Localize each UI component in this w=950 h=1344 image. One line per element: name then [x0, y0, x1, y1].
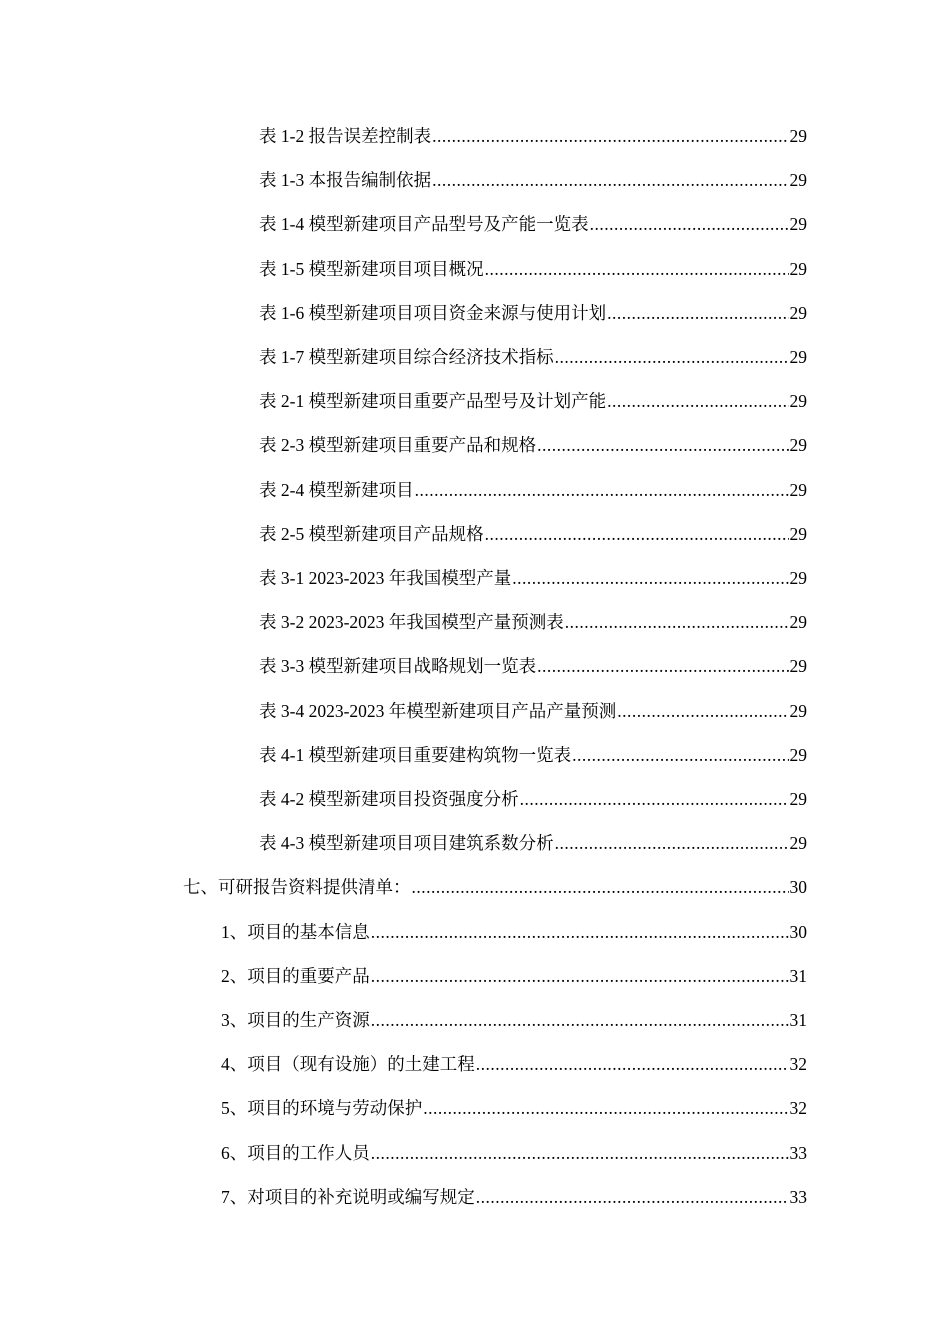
- toc-entry[interactable]: [259, 609, 807, 635]
- toc-page-number: 29: [789, 656, 807, 676]
- toc-entry[interactable]: [259, 211, 807, 237]
- toc-entry-label: 七、可研报告资料提供清单：: [183, 877, 411, 897]
- toc-page-number: 32: [789, 1054, 807, 1074]
- toc-dot-leader: [371, 1007, 789, 1033]
- toc-dot-leader: [412, 874, 789, 900]
- toc-dot-leader: [432, 123, 788, 149]
- toc-dot-leader: [432, 167, 788, 193]
- toc-dot-leader: [476, 1051, 789, 1077]
- toc-entry[interactable]: [221, 1051, 807, 1077]
- toc-dot-leader: [423, 1095, 788, 1121]
- toc-entry-label: 2、项目的重要产品: [221, 966, 370, 986]
- toc-page-number: 33: [789, 1143, 807, 1163]
- toc-entry-label: 3、项目的生产资源: [221, 1010, 370, 1030]
- toc-entry[interactable]: [259, 521, 807, 547]
- toc-page-number: 33: [789, 1187, 807, 1207]
- toc-entry[interactable]: [183, 874, 807, 900]
- toc-page-number: 29: [789, 170, 807, 190]
- toc-entry-label: 表 1-7 模型新建项目综合经济技术指标: [259, 347, 554, 367]
- toc-entry-label: 表 3-2 2023-2023 年我国模型产量预测表: [259, 612, 564, 632]
- toc-entry-label: 表 3-4 2023-2023 年模型新建项目产品产量预测: [259, 701, 617, 721]
- toc-entry[interactable]: [259, 432, 807, 458]
- toc-page-number: 29: [789, 524, 807, 544]
- toc-dot-leader: [476, 1184, 789, 1210]
- toc-dot-leader: [512, 565, 788, 591]
- toc-page-number: 31: [789, 1010, 807, 1030]
- toc-entry-label: 表 1-4 模型新建项目产品型号及产能一览表: [259, 214, 589, 234]
- toc-entry-label: 表 3-3 模型新建项目战略规划一览表: [259, 656, 537, 676]
- toc-entry[interactable]: [259, 786, 807, 812]
- toc-page-number: 29: [789, 745, 807, 765]
- toc-page-number: 29: [789, 214, 807, 234]
- toc-page-number: 29: [789, 568, 807, 588]
- toc-entry[interactable]: [221, 1140, 807, 1166]
- toc-dot-leader: [415, 477, 789, 503]
- toc-entry-label: 表 2-4 模型新建项目: [259, 480, 414, 500]
- toc-entry[interactable]: [221, 1184, 807, 1210]
- toc-dot-leader: [590, 211, 789, 237]
- toc-dot-leader: [537, 653, 788, 679]
- toc-dot-leader: [485, 256, 789, 282]
- toc-entry[interactable]: [221, 919, 807, 945]
- toc-entry[interactable]: [259, 300, 807, 326]
- toc-entry-label: 5、项目的环境与劳动保护: [221, 1098, 423, 1118]
- toc-page-number: 29: [789, 303, 807, 323]
- toc-dot-leader: [607, 388, 788, 414]
- toc-page-number: 29: [789, 259, 807, 279]
- toc-entry-label: 表 4-3 模型新建项目项目建筑系数分析: [259, 833, 554, 853]
- toc-entry[interactable]: [221, 1095, 807, 1121]
- toc-entry-label: 表 1-2 报告误差控制表: [259, 126, 432, 146]
- toc-page-number: 30: [789, 922, 807, 942]
- toc-page-number: 29: [789, 126, 807, 146]
- toc-entry[interactable]: [259, 653, 807, 679]
- toc-entry[interactable]: [259, 565, 807, 591]
- toc-dot-leader: [371, 963, 789, 989]
- toc-page-number: 29: [789, 612, 807, 632]
- toc-page-number: 30: [789, 877, 807, 897]
- toc-entry-label: 1、项目的基本信息: [221, 922, 370, 942]
- toc-dot-leader: [371, 919, 789, 945]
- toc-entry-label: 表 2-5 模型新建项目产品规格: [259, 524, 484, 544]
- toc-entry-label: 表 1-5 模型新建项目项目概况: [259, 259, 484, 279]
- toc-entry[interactable]: [259, 830, 807, 856]
- toc-entry-label: 表 2-3 模型新建项目重要产品和规格: [259, 435, 537, 455]
- toc-entry-label: 4、项目（现有设施）的土建工程: [221, 1054, 475, 1074]
- toc-entry[interactable]: [259, 167, 807, 193]
- toc-page-number: 29: [789, 833, 807, 853]
- toc-entry[interactable]: [221, 1007, 807, 1033]
- toc-page-number: 29: [789, 391, 807, 411]
- toc-dot-leader: [607, 300, 788, 326]
- toc-entry-label: 6、项目的工作人员: [221, 1143, 370, 1163]
- toc-page-number: 31: [789, 966, 807, 986]
- toc-entry[interactable]: [259, 388, 807, 414]
- toc-entry[interactable]: [259, 344, 807, 370]
- toc-dot-leader: [371, 1140, 789, 1166]
- toc-dot-leader: [520, 786, 789, 812]
- toc-entry-label: 7、对项目的补充说明或编写规定: [221, 1187, 475, 1207]
- toc-page-number: 29: [789, 435, 807, 455]
- toc-entry[interactable]: [259, 256, 807, 282]
- toc-entry-label: 表 4-2 模型新建项目投资强度分析: [259, 789, 519, 809]
- toc-entry[interactable]: [259, 742, 807, 768]
- toc-page-number: 29: [789, 347, 807, 367]
- toc-dot-leader: [617, 698, 788, 724]
- toc-entry-label: 表 3-1 2023-2023 年我国模型产量: [259, 568, 512, 588]
- toc-page-number: 29: [789, 480, 807, 500]
- toc-dot-leader: [537, 432, 788, 458]
- toc-page-number: 32: [789, 1098, 807, 1118]
- toc-entry[interactable]: [259, 477, 807, 503]
- toc-entry[interactable]: [259, 123, 807, 149]
- toc-dot-leader: [485, 521, 789, 547]
- toc-entry-label: 表 1-6 模型新建项目项目资金来源与使用计划: [259, 303, 607, 323]
- toc-entry[interactable]: [259, 698, 807, 724]
- toc-dot-leader: [565, 609, 789, 635]
- toc-entry-label: 表 1-3 本报告编制依据: [259, 170, 432, 190]
- toc-entry-label: 表 2-1 模型新建项目重要产品型号及计划产能: [259, 391, 607, 411]
- toc-dot-leader: [555, 344, 789, 370]
- toc-entry-label: 表 4-1 模型新建项目重要建构筑物一览表: [259, 745, 572, 765]
- toc-page-number: 29: [789, 701, 807, 721]
- toc-page-number: 29: [789, 789, 807, 809]
- toc-dot-leader: [572, 742, 788, 768]
- toc-entry[interactable]: [221, 963, 807, 989]
- toc-dot-leader: [555, 830, 789, 856]
